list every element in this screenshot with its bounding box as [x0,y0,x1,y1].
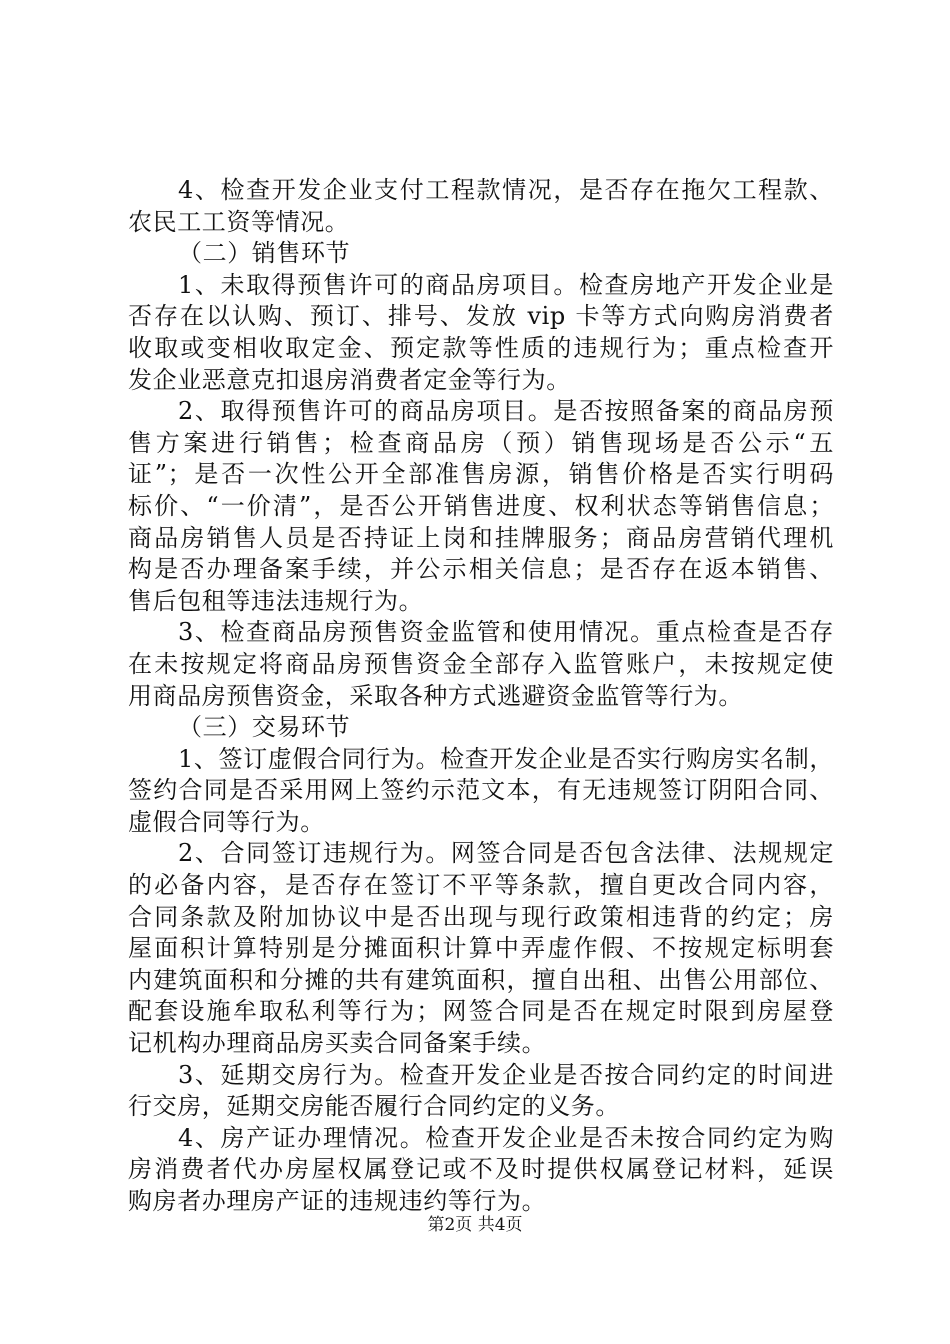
paragraph-line: 配套设施牟取私利等行为；网签合同是否在规定时限到房屋登 [128,997,834,1026]
section-heading: （二）销售环节 [178,239,351,268]
paragraph-line: 构是否办理备案手续，并公示相关信息；是否存在返本销售、 [128,555,834,584]
paragraph-line: 4、房产证办理情况。检查开发企业是否未按合同约定为购 [178,1123,834,1152]
paragraph-line: 的必备内容，是否存在签订不平等条款，擅自更改合同内容， [128,871,834,900]
paragraph-line: 3、检查商品房预售资金监管和使用情况。重点检查是否存 [178,618,834,647]
paragraph-line: 签约合同是否采用网上签约示范文本，有无违规签订阴阳合同、 [128,776,834,805]
paragraph-line: 1、未取得预售许可的商品房项目。检查房地产开发企业是 [178,270,834,299]
paragraph-line: 标价、“一价清”，是否公开销售进度、权利状态等销售信息； [128,491,834,520]
paragraph-line: 售后包租等违法违规行为。 [128,586,424,615]
paragraph-line: 内建筑面积和分摊的共有建筑面积，擅自出租、出售公用部位、 [128,965,834,994]
document-body [128,175,834,1218]
paragraph-line: 记机构办理商品房买卖合同备案手续。 [128,1029,547,1058]
paragraph-line: 行交房，延期交房能否履行合同约定的义务。 [128,1092,620,1121]
paragraph-line: 2、合同签订违规行为。网签合同是否包含法律、法规规定 [178,839,834,868]
paragraph-line: 收取或变相收取定金、预定款等性质的违规行为；重点检查开 [128,333,834,362]
paragraph-line: 用商品房预售资金，采取各种方式逃避资金监管等行为。 [128,681,743,710]
page-number-footer: 第2页 共4页 [427,1215,523,1235]
paragraph-line: 在未按规定将商品房预售资金全部存入监管账户，未按规定使 [128,649,834,678]
paragraph-line: 证”；是否一次性公开全部准售房源，销售价格是否实行明码 [128,460,834,489]
section-heading: （三）交易环节 [178,713,351,742]
paragraph-line: 虚假合同等行为。 [128,807,325,836]
paragraph-line: 商品房销售人员是否持证上岗和挂牌服务；商品房营销代理机 [128,523,834,552]
paragraph-line: 房消费者代办房屋权属登记或不及时提供权属登记材料，延误 [128,1155,834,1184]
paragraph-line: 购房者办理房产证的违规违约等行为。 [128,1187,547,1215]
paragraph-line: 4、检查开发企业支付工程款情况，是否存在拖欠工程款、 [178,176,834,204]
paragraph-line: 屋面积计算特别是分摊面积计算中弄虚作假、不按规定标明套 [128,934,834,963]
paragraph-line: 售方案进行销售；检查商品房（预）销售现场是否公示“五 [128,428,834,457]
paragraph-line: 发企业恶意克扣退房消费者定金等行为。 [128,365,571,394]
paragraph-line: 3、延期交房行为。检查开发企业是否按合同约定的时间进 [178,1060,834,1089]
paragraph-line: 否存在以认购、预订、排号、发放 vip 卡等方式向购房消费者 [128,302,834,331]
paragraph-line: 2、取得预售许可的商品房项目。是否按照备案的商品房预 [178,397,834,426]
paragraph-line: 农民工工资等情况。 [128,207,350,236]
paragraph-line: 1、签订虚假合同行为。检查开发企业是否实行购房实名制， [178,744,834,773]
paragraph-line: 合同条款及附加协议中是否出现与现行政策相违背的约定；房 [128,902,834,931]
